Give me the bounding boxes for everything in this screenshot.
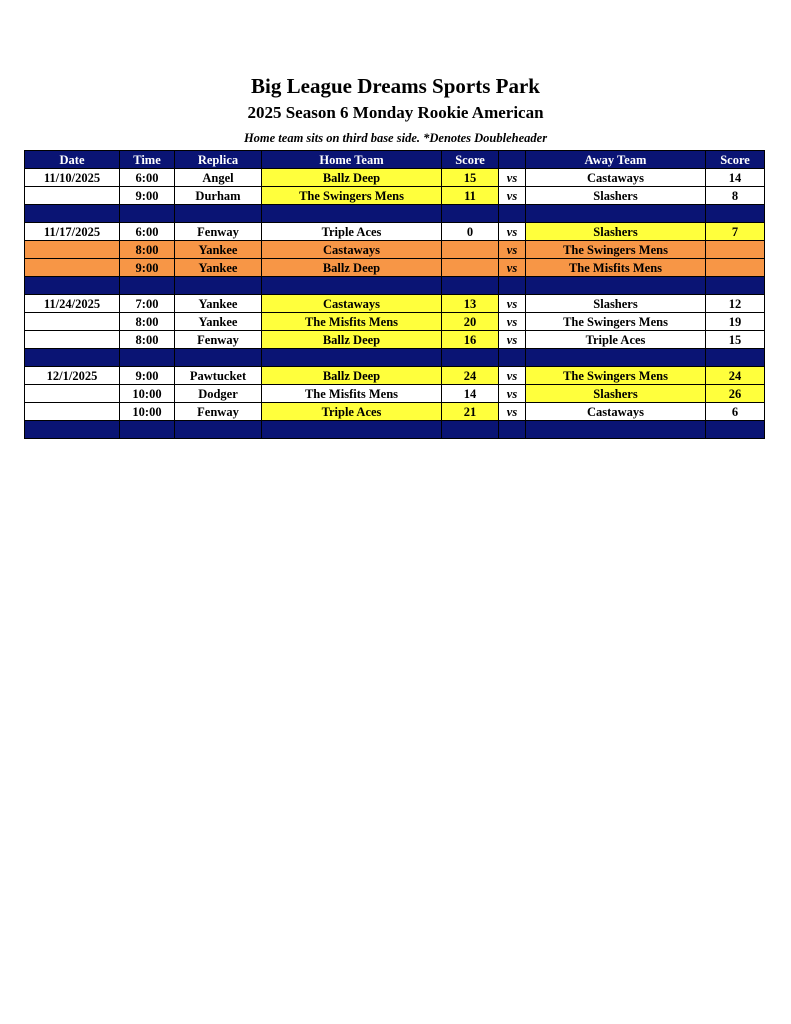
vs-label: vs (499, 169, 526, 187)
away-team: The Misfits Mens (526, 259, 706, 277)
away-score: 15 (706, 331, 765, 349)
home-score: 21 (442, 403, 499, 421)
away-score: 19 (706, 313, 765, 331)
page-subtitle: 2025 Season 6 Monday Rookie American (247, 103, 544, 122)
vs-label: vs (499, 187, 526, 205)
vs-label: vs (499, 313, 526, 331)
schedule-table (24, 150, 765, 439)
home-team: Ballz Deep (262, 367, 442, 385)
home-team: Triple Aces (262, 403, 442, 421)
table-row (25, 313, 765, 331)
game-time: 10:00 (120, 385, 175, 403)
col-header-home-score: Score (442, 151, 499, 169)
game-replica: Pawtucket (175, 367, 262, 385)
home-score: 20 (442, 313, 499, 331)
game-replica: Yankee (175, 295, 262, 313)
game-date (25, 187, 120, 205)
home-score (442, 241, 499, 259)
col-header-date: Date (25, 151, 120, 169)
game-replica: Fenway (175, 223, 262, 241)
col-header-replica: Replica (175, 151, 262, 169)
game-time: 10:00 (120, 403, 175, 421)
game-time: 8:00 (120, 331, 175, 349)
table-row (25, 385, 765, 403)
schedule-note: Home team sits on third base side. *Denotes Doubleheader (243, 131, 548, 145)
game-time: 7:00 (120, 295, 175, 313)
week-separator (25, 349, 765, 367)
week-separator (25, 421, 765, 439)
game-date: 11/10/2025 (25, 169, 120, 187)
home-score (442, 259, 499, 277)
game-date (25, 385, 120, 403)
away-score: 26 (706, 385, 765, 403)
col-header-away-team: Away Team (526, 151, 706, 169)
game-replica: Yankee (175, 241, 262, 259)
col-header-vs (499, 151, 526, 169)
away-team: The Swingers Mens (526, 313, 706, 331)
game-time: 9:00 (120, 187, 175, 205)
home-team: The Misfits Mens (262, 385, 442, 403)
game-date (25, 313, 120, 331)
away-team: Slashers (526, 295, 706, 313)
table-row (25, 331, 765, 349)
game-replica: Fenway (175, 331, 262, 349)
game-date (25, 403, 120, 421)
week-separator (25, 205, 765, 223)
away-team: The Swingers Mens (526, 241, 706, 259)
vs-label: vs (499, 223, 526, 241)
game-date (25, 259, 120, 277)
away-team: Triple Aces (526, 331, 706, 349)
table-row (25, 403, 765, 421)
game-replica: Fenway (175, 403, 262, 421)
game-date: 12/1/2025 (25, 367, 120, 385)
away-team: Slashers (526, 223, 706, 241)
away-score: 12 (706, 295, 765, 313)
game-replica: Yankee (175, 259, 262, 277)
home-team: Ballz Deep (262, 169, 442, 187)
game-time: 6:00 (120, 169, 175, 187)
vs-label: vs (499, 331, 526, 349)
table-row-doubleheader (25, 241, 765, 259)
away-team: Slashers (526, 187, 706, 205)
table-row (25, 223, 765, 241)
page-title: Big League Dreams Sports Park (251, 74, 540, 98)
away-score: 8 (706, 187, 765, 205)
week-separator (25, 277, 765, 295)
table-row (25, 169, 765, 187)
game-time: 9:00 (120, 259, 175, 277)
home-team: The Misfits Mens (262, 313, 442, 331)
table-row (25, 367, 765, 385)
away-score: 7 (706, 223, 765, 241)
game-replica: Yankee (175, 313, 262, 331)
vs-label: vs (499, 403, 526, 421)
vs-label: vs (499, 367, 526, 385)
game-time: 6:00 (120, 223, 175, 241)
game-date: 11/17/2025 (25, 223, 120, 241)
game-date (25, 331, 120, 349)
game-date: 11/24/2025 (25, 295, 120, 313)
game-time: 8:00 (120, 241, 175, 259)
away-score: 6 (706, 403, 765, 421)
away-score: 24 (706, 367, 765, 385)
game-time: 8:00 (120, 313, 175, 331)
table-row (25, 187, 765, 205)
away-team: The Swingers Mens (526, 367, 706, 385)
col-header-away-score: Score (706, 151, 765, 169)
vs-label: vs (499, 241, 526, 259)
home-score: 0 (442, 223, 499, 241)
vs-label: vs (499, 295, 526, 313)
table-row-doubleheader (25, 259, 765, 277)
game-date (25, 241, 120, 259)
table-row (25, 295, 765, 313)
home-team: Ballz Deep (262, 259, 442, 277)
home-score: 24 (442, 367, 499, 385)
home-score: 14 (442, 385, 499, 403)
home-team: Triple Aces (262, 223, 442, 241)
table-header-row (25, 151, 765, 169)
home-team: Ballz Deep (262, 331, 442, 349)
away-score (706, 259, 765, 277)
game-replica: Dodger (175, 385, 262, 403)
away-score: 14 (706, 169, 765, 187)
game-replica: Durham (175, 187, 262, 205)
home-score: 16 (442, 331, 499, 349)
game-replica: Angel (175, 169, 262, 187)
home-team: Castaways (262, 295, 442, 313)
home-team: Castaways (262, 241, 442, 259)
home-score: 15 (442, 169, 499, 187)
col-header-time: Time (120, 151, 175, 169)
away-team: Slashers (526, 385, 706, 403)
game-time: 9:00 (120, 367, 175, 385)
away-team: Castaways (526, 169, 706, 187)
vs-label: vs (499, 385, 526, 403)
home-score: 11 (442, 187, 499, 205)
vs-label: vs (499, 259, 526, 277)
col-header-home-team: Home Team (262, 151, 442, 169)
away-team: Castaways (526, 403, 706, 421)
away-score (706, 241, 765, 259)
home-team: The Swingers Mens (262, 187, 442, 205)
home-score: 13 (442, 295, 499, 313)
